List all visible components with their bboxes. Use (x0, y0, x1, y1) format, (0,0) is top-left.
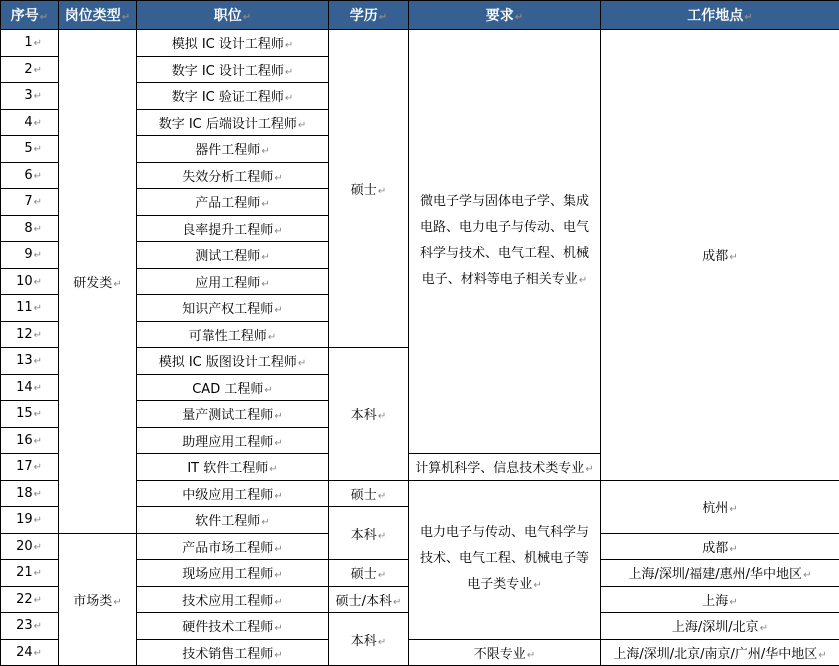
position-cell: 助理应用工程师↵ (137, 427, 329, 454)
position-cell: 数字 IC 验证工程师↵ (137, 83, 329, 110)
row-number: 17↵ (1, 454, 59, 481)
row-number: 5↵ (1, 136, 59, 163)
row-number: 19↵ (1, 507, 59, 534)
requirement-line: 电子、材料等电子相关专业↵ (421, 272, 588, 287)
degree-cell: 硕士↵ (329, 30, 409, 348)
degree-cell: 本科↵ (329, 348, 409, 481)
position-cell: 应用工程师↵ (137, 268, 329, 295)
position-cell: 软件工程师↵ (137, 507, 329, 534)
row-number: 16↵ (1, 427, 59, 454)
row-number: 2↵ (1, 56, 59, 83)
position-cell: 硬件技术工程师↵ (137, 613, 329, 640)
header-degree: 学历↵ (329, 1, 409, 30)
row-number: 6↵ (1, 162, 59, 189)
row-number: 23↵ (1, 613, 59, 640)
row-number: 18↵ (1, 480, 59, 507)
position-cell: 模拟 IC 设计工程师↵ (137, 30, 329, 57)
location-cell: 上海↵ (601, 586, 839, 613)
position-cell: 良率提升工程师↵ (137, 215, 329, 242)
position-cell: 失效分析工程师↵ (137, 162, 329, 189)
location-cell: 成都↵ (601, 533, 839, 560)
requirement-line: 科学与技术、电气工程、机械 (419, 246, 589, 261)
row-number: 10↵ (1, 268, 59, 295)
position-cell: 数字 IC 后端设计工程师↵ (137, 109, 329, 136)
position-cell: 知识产权工程师↵ (137, 295, 329, 322)
row-number: 12↵ (1, 321, 59, 348)
header-type: 岗位类型↵ (59, 1, 137, 30)
location-cell: 上海/深圳/北京↵ (601, 613, 839, 640)
requirement-cell (409, 30, 601, 454)
position-cell: 测试工程师↵ (137, 242, 329, 269)
position-cell: 器件工程师↵ (137, 136, 329, 163)
row-number: 7↵ (1, 189, 59, 216)
requirement-cell: 不限专业↵ (409, 639, 601, 666)
degree-cell: 硕士↵ (329, 480, 409, 507)
header-position: 职位↵ (137, 1, 329, 30)
position-cell: 模拟 IC 版图设计工程师↵ (137, 348, 329, 375)
row-number: 22↵ (1, 586, 59, 613)
row-number: 21↵ (1, 560, 59, 587)
header-no: 序号↵ (1, 1, 59, 30)
header-location: 工作地点↵ (601, 1, 839, 30)
location-cell: 上海/深圳/北京/南京/广州/华中地区↵ (601, 639, 839, 666)
position-cell: 产品市场工程师↵ (137, 533, 329, 560)
requirement-line: 微电子学与固体电子学、集成 (419, 194, 589, 209)
degree-cell: 本科↵ (329, 613, 409, 666)
position-cell: 可靠性工程师↵ (137, 321, 329, 348)
header-requirement: 要求↵ (409, 1, 601, 30)
location-cell: 杭州↵ (601, 480, 839, 533)
table-row (1, 30, 839, 57)
requirement-line: 电力电子与传动、电气科学与 (419, 525, 589, 540)
requirement-line: 电子类专业↵ (467, 577, 542, 592)
location-cell: 成都↵ (601, 30, 839, 481)
position-cell: 产品工程师↵ (137, 189, 329, 216)
location-cell: 上海/深圳/福建/惠州/华中地区↵ (601, 560, 839, 587)
position-cell: 技术销售工程师↵ (137, 639, 329, 666)
row-number: 24↵ (1, 639, 59, 666)
position-cell: 技术应用工程师↵ (137, 586, 329, 613)
header-row (1, 1, 839, 30)
position-cell: CAD 工程师↵ (137, 374, 329, 401)
row-number: 14↵ (1, 374, 59, 401)
row-number: 4↵ (1, 109, 59, 136)
degree-cell: 本科↵ (329, 507, 409, 560)
row-number: 9↵ (1, 242, 59, 269)
position-cell: IT 软件工程师↵ (137, 454, 329, 481)
position-cell: 现场应用工程师↵ (137, 560, 329, 587)
category-rd: 研发类↵ (59, 30, 137, 534)
requirement-line: 电路、电力电子与传动、电气 (419, 220, 589, 235)
row-number: 8↵ (1, 215, 59, 242)
row-number: 20↵ (1, 533, 59, 560)
row-number: 15↵ (1, 401, 59, 428)
position-cell: 中级应用工程师↵ (137, 480, 329, 507)
row-number: 11↵ (1, 295, 59, 322)
requirement-line: 技术、电气工程、机械电子等 (419, 551, 589, 566)
category-market: 市场类↵ (59, 533, 137, 666)
position-cell: 量产测试工程师↵ (137, 401, 329, 428)
degree-cell: 硕士↵ (329, 560, 409, 587)
row-number: 13↵ (1, 348, 59, 375)
requirement-cell: 计算机科学、信息技术类专业↵ (409, 454, 601, 481)
row-number: 1↵ (1, 30, 59, 57)
position-cell: 数字 IC 设计工程师↵ (137, 56, 329, 83)
degree-cell: 硕士/本科↵ (329, 586, 409, 613)
requirement-cell (409, 480, 601, 639)
row-number: 3↵ (1, 83, 59, 110)
